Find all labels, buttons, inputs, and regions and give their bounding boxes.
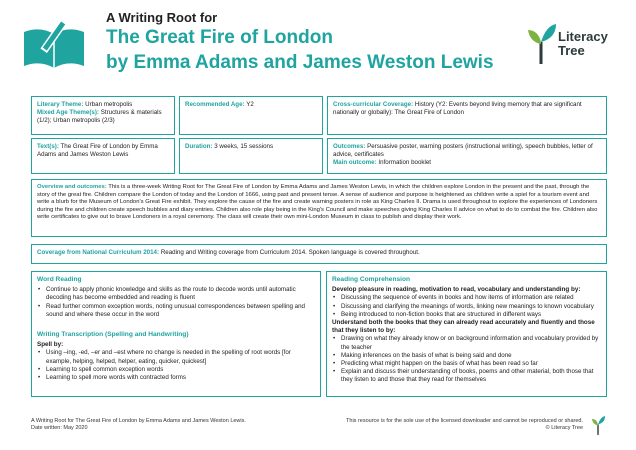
comprehension-list-1 bbox=[332, 294, 601, 319]
duration-box: Duration: 3 weeks, 15 sessions bbox=[179, 138, 323, 174]
word-reading-list bbox=[37, 286, 315, 319]
page-title: The Great Fire of London bbox=[106, 27, 333, 48]
list-item: • Learning to spell more words with contracted forms bbox=[37, 374, 315, 382]
list-item: • Predicting what might happen on the basis of what has been read so far bbox=[332, 360, 601, 368]
footer-right: This resource is for the sole use of the licensed downloader and cannot be reproduced or shared. © Literacy Tree bbox=[346, 418, 583, 431]
list-item: • Making inferences on the basis of what is being said and done bbox=[332, 352, 601, 360]
literacy-tree-small-icon bbox=[590, 414, 606, 436]
list-item: • Drawing on what they already know or on background information and vocabulary provided by the teacher bbox=[332, 335, 601, 351]
list-item: • Being introduced to non-fiction books that are structured in different ways bbox=[332, 311, 601, 319]
transcription-heading: Writing Transcription (Spelling and Handwriting) bbox=[37, 331, 189, 339]
theme-box: Literary Theme: Urban metropolis Mixed Age Theme(s): Structures & materials (1/2); Urban metropolis (2/3) bbox=[31, 96, 175, 135]
transcription-list bbox=[37, 349, 315, 382]
brand-name: Literacy Tree bbox=[558, 29, 608, 58]
transcription-sub: Spell by: bbox=[37, 341, 64, 349]
list-item: • Learning to spell common exception words bbox=[37, 366, 315, 374]
overview-box: Overview and outcomes: This is a three-week Writing Root for The Great Fire of London by Emma Adams and James Weston Lewis, in which the children explore London in the present and the past, through the story of the great fire. Children compare the London of today and the London of 1666, using past and present tense. A sense of audience and purpose is heightened as children write a spiel for a tourism event and write a blurb for the Museum of London's Great Fire exhibit. They explore the cause of the fire and create warning posters in role as King Charles II. Drama is used throughout to explore the experiences of Londoners during the fire and children create speech bubbles and diary entries. Children also role play being in the King's Council and make speeches giving King Charles II advice on what to do to combat the fire. Children also write certificates to give out to brave Londoners in a royal ceremony. The class will create their own mini-London Museum in class to publish and display their work. bbox=[31, 179, 607, 237]
comprehension-sub1: Develop pleasure in reading, motivation to read, vocabulary and understanding by: bbox=[332, 286, 581, 294]
left-column-box bbox=[31, 271, 321, 397]
literacy-tree-logo-icon bbox=[524, 20, 558, 66]
outcomes-box: Outcomes: Persuasive poster, warning posters (instructional writing), speech bubbles, letter of advice, certificates Main outcome: Information booklet bbox=[327, 138, 607, 174]
list-item: • Read further common exception words, noting unusual correspondences between spelling and sound and where these occur in the word bbox=[37, 303, 315, 319]
comprehension-heading: Reading Comprehension bbox=[332, 276, 411, 283]
comprehension-sub2: Understand both the books that they can already read accurately and fluently and those that they listen to by: bbox=[332, 319, 595, 335]
word-reading-heading: Word Reading bbox=[37, 276, 82, 283]
list-item: • Using –ing, -ed, –er and –est where no change is needed in the spelling of root words [for example, helping, helped, helper, eating, quicker, quickest] bbox=[37, 349, 315, 365]
list-item: • Discussing and clarifying the meanings of words, linking new meanings to known vocabulary bbox=[332, 303, 601, 311]
book-pencil-icon bbox=[20, 14, 88, 74]
cross-curricular-box: Cross-curricular Coverage: History (Y2: Events beyond living memory that are significant nationally or globally): The Great Fire of London bbox=[327, 96, 607, 135]
comprehension-box bbox=[326, 271, 607, 397]
texts-box: Text(s): The Great Fire of London by Emma Adams and James Weston Lewis bbox=[31, 138, 175, 174]
pretitle: A Writing Root for bbox=[106, 10, 218, 25]
page-subtitle: by Emma Adams and James Weston Lewis bbox=[106, 52, 494, 73]
age-box: Recommended Age: Y2 bbox=[179, 96, 323, 135]
comprehension-list-2 bbox=[332, 335, 601, 384]
list-item: • Discussing the sequence of events in books and how items of information are related bbox=[332, 294, 601, 302]
list-item: • Continue to apply phonic knowledge and skills as the route to decode words until automatic decoding has become embedded and reading is fluent bbox=[37, 286, 315, 302]
list-item: • Explain and discuss their understanding of books, poems and other material, both those that they listen to and those that they read for themselves bbox=[332, 368, 601, 384]
footer-left: A Writing Root for The Great Fire of London by Emma Adams and James Weston Lewis. Date written: May 2020 bbox=[31, 418, 246, 431]
coverage-box: Coverage from National Curriculum 2014: Reading and Writing coverage from Curriculum 2014. Spoken language is covered throughout. bbox=[31, 244, 607, 264]
